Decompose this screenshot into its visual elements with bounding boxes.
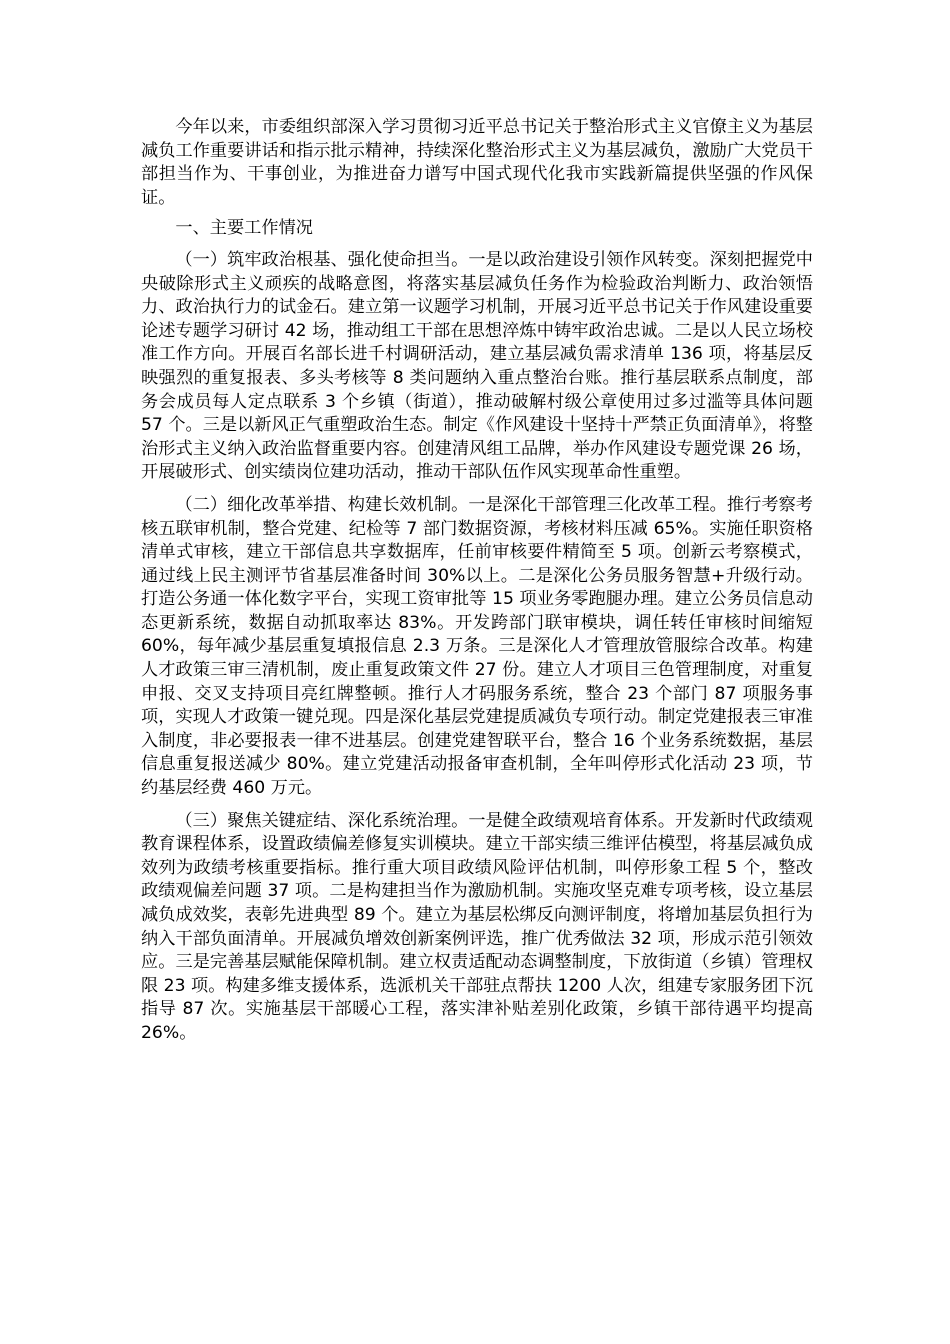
section-heading: 一、主要工作情况 — [175, 218, 313, 239]
section-paragraph-2: （二）细化改革举措、构建长效机制。一是深化干部管理三化改革工程。推行考察考核五联审机制，整合党建、纪检等 7 部门数据资源，考核材料压减 65%。实施任职资格清单式审核，建立干部信息共享数据库，任前审核要件精简至 5 项。创新云考察模式，通过线上民主测评节省基层准备时间 30%以上。二是深化公务员服务智慧+升级行动。打造公务通一体化数字平台，实现工资审批等 15 项业务零跑腿办理。建立公务员信息动态更新系统，数据自动抓取率达 83%。开发跨部门联审模块，调任转任审核时间缩短 60%，每年减少基层重复填报信息 2.3 万条。三是深化人才管理放管服综合改革。构建人才政策三审三清机制，废止重复政策文件 27 份。建立人才项目三色管理制度，对重复申报、交叉支持项目亮红牌整顿。推行人才码服务系统，整合 23 个部门 87 项服务事项，实现人才政策一键兑现。四是深化基层党建提质减负专项行动。制定党建报表三审准入制度，非必要报表一律不进基层。创建党建智联平台，整合 16 个业务系统数据，基层信息重复报送减少 80%。建立党建活动报备审查机制，全年叫停形式化活动 23 项，节约基层经费 460 万元。 — [141, 494, 813, 799]
section-paragraph-1: （一）筑牢政治根基、强化使命担当。一是以政治建设引领作风转变。深刻把握党中央破除形式主义顽疾的战略意图，将落实基层减负任务作为检验政治判断力、政治领悟力、政治执行力的试金石。建立第一议题学习机制，开展习近平总书记关于作风建设重要论述专题学习研讨 42 场，推动组工干部在思想淬炼中铸牢政治忠诚。二是以人民立场校准工作方向。开展百名部长进千村调研活动，建立基层减负需求清单 136 项，将基层反映强烈的重复报表、多头考核等 8 类问题纳入重点整治台账。推行基层联系点制度，部务会成员每人定点联系 3 个乡镇（街道），推动破解村级公章使用过多过滥等具体问题 57 个。三是以新风正气重塑政治生态。制定《作风建设十坚持十严禁正负面清单》，将整治形式主义纳入政治监督重要内容。创建清风组工品牌，举办作风建设专题党课 26 场，开展破形式、创实绩岗位建功活动，推动干部队伍作风实现革命性重塑。 — [141, 249, 813, 483]
document-page — [141, 116, 813, 1055]
section-paragraph-3: （三）聚焦关键症结、深化系统治理。一是健全政绩观培育体系。开发新时代政绩观教育课程体系，设置政绩偏差修复实训模块。建立干部实绩三维评估模型，将基层减负成效列为政绩考核重要指标。推行重大项目政绩风险评估机制，叫停形象工程 5 个，整改政绩观偏差问题 37 项。二是构建担当作为激励机制。实施攻坚克难专项考核，设立基层减负成效奖，表彰先进典型 89 个。建立为基层松绑反向测评制度，将增加基层负担行为纳入干部负面清单。开展减负增效创新案例评选，推广优秀做法 32 项，形成示范引领效应。三是完善基层赋能保障机制。建立权责适配动态调整制度，下放街道（乡镇）管理权限 23 项。构建多维支援体系，选派机关干部驻点帮扶 1200 人次，组建专家服务团下沉指导 87 次。实施基层干部暖心工程，落实津补贴差别化政策，乡镇干部待遇平均提高 26%。 — [141, 810, 813, 1043]
intro-paragraph: 今年以来，市委组织部深入学习贯彻习近平总书记关于整治形式主义官僚主义为基层减负工作重要讲话和指示批示精神，持续深化整治形式主义为基层减负，激励广大党员干部担当作为、干事创业，为推进奋力谱写中国式现代化我市实践新篇提供坚强的作风保证。 — [141, 117, 813, 208]
